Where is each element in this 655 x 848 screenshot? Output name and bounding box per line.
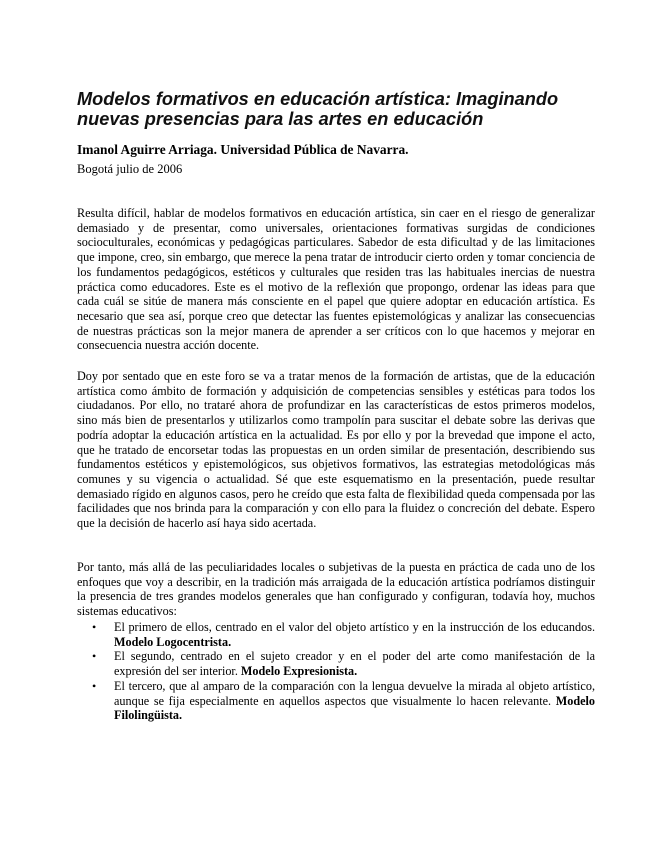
- bullet-icon: •: [92, 649, 97, 664]
- bullet-icon: •: [92, 678, 97, 693]
- author-line: Imanol Aguirre Arriaga. Universidad Pública de Navarra.: [77, 142, 409, 157]
- model-description: El segundo, centrado en el sujeto creador y en el poder del arte como manifestación de la expresión del ser interior.: [114, 649, 595, 679]
- body-paragraph-1: Resulta difícil, hablar de modelos formativos en educación artística, sin caer en el riesgo de generalizar demasiado y de presentar, como universales, orientaciones formativas surgidas de condiciones socioculturales, económicas y pedagógicas particulares. Sabedor de esta dificultad y de las limitaciones que impone, creo, sin embargo, que merece la pena tratar de introducir cierto orden y tomar conciencia de los fundamentos pedagógicos, estéticos y culturales que residen tras las habituales inercias de nuestra práctica como educadores. Este es el motivo de la reflexión que propongo, ordenar las ideas para que cada cuál se sitúe de manera más consciente en el papel que quiere adoptar en educación artística. Es necesario que sea así, porque creo que detectar las fuentes epistemológicas y analizar las consecuencias de nuestras prácticas son la mejor manera de aprender a ser críticos con lo que hacemos y mejorar en consecuencia nuestra acción docente.: [77, 206, 595, 353]
- models-list: [90, 620, 595, 723]
- model-name: Modelo Logocentrista.: [114, 634, 232, 649]
- model-name: Modelo Expresionista.: [240, 664, 358, 679]
- model-name: Modelo Filolingüista.: [114, 693, 595, 723]
- model-description: El tercero, que al amparo de la comparación con la lengua devuelve la mirada al objeto artístico, aunque se fija especialmente en aquellos aspectos que visualmente lo hacen relevante.: [114, 678, 595, 708]
- list-item: [90, 620, 595, 649]
- date-line: Bogotá julio de 2006: [77, 162, 183, 176]
- list-item: [90, 679, 595, 723]
- body-paragraph-3: Por tanto, más allá de las peculiaridades locales o subjetivas de la puesta en práctica de cada uno de los enfoques que voy a describir, en la tradición más arraigada de la educación artística podríamos distinguir la presencia de tres grandes modelos generales que han configurado y configuran, todavía hoy, muchos sistemas educativos:: [77, 560, 595, 619]
- body-paragraph-2: Doy por sentado que en este foro se va a tratar menos de la formación de artistas, que de la educación artística como ámbito de formación y adquisición de competencias sensibles y estéticas para todos los ciudadanos. Por ello, no trataré ahora de profundizar en las características de estos primeros modelos, sino más bien de presentarlos y utilizarlos como trampolín para suscitar el debate sobre las derivas que podría adoptar la educación artística en la actualidad. Es por ello y por la brevedad que impone el acto, que he tratado de encorsetar todas las propuestas en un orden similar de presentación, describiendo sus fundamentos estéticos y epistemológicos, sus objetivos formativos, las estrategias metodológicas más comunes y su vigencia o actualidad. Sé que este esquematismo en la presentación, puede resultar demasiado rígido en algunos casos, pero he creído que esta falta de flexibilidad queda compensada por las facilidades que nos brinda para la comparación y con ello para la fluidez o concreción del debate. Espero que la decisión de hacerlo así haya sido acertada.: [77, 369, 595, 531]
- bullet-icon: •: [92, 620, 97, 634]
- document-title: Modelos formativos en educación artística: Imaginando nuevas presencias para las artes en educación: [77, 89, 559, 129]
- model-description: El primero de ellos, centrado en el valor del objeto artístico y en la instrucción de los educandos.: [114, 620, 595, 634]
- list-item: [90, 649, 595, 678]
